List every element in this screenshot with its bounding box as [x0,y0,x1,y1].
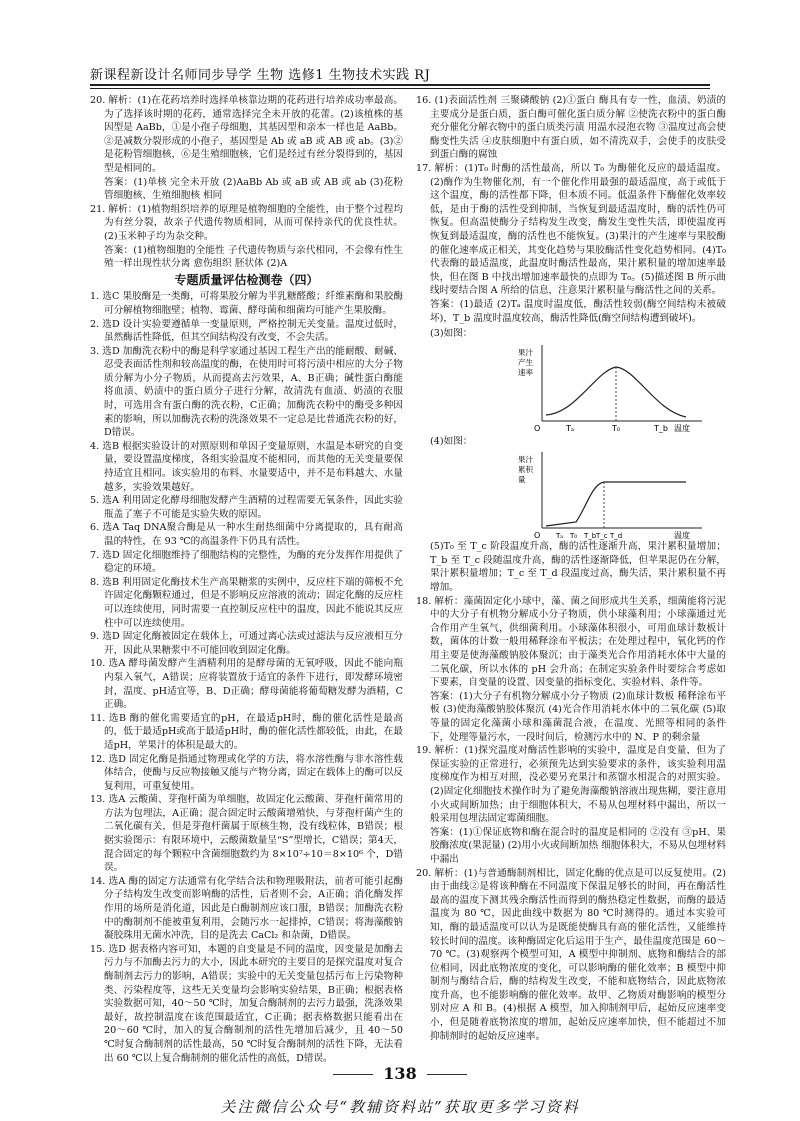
accumulation-figure [516,448,716,540]
answer-item: 7. 选D 固定化细胞维持了细胞结构的完整性，为酶的充分发挥作用提供了稳定的环境。 [90,549,403,575]
answer-18-key: 答案：(1)大分子有机物分解成小分子物质 (2)血球计数板 稀释涂布平板 (3)使海藻酸钠胶体聚沉 (4)光合作用消耗水体中的二氧化碳 (5)取等量的固定化藻菌小球和藻菌混合液，在温度、光照等相同的条件下，处理等量污水，一段时间后，检测污水中的 N、P 的剩余量 [430,690,726,743]
footer-promo: 关注微信公众号“教辅资料站”获取更多学习资料 [220,1098,580,1116]
y-label-3: 速率 [518,367,533,377]
answer-item: 10. 选A 酵母菌发酵产生酒精利用的是酵母菌的无氧呼吸，因此不能向瓶内泵入氧气，A错误；应将装置放于适宜的条件下进行，即发酵环境密封，温度、pH适宜等，B、D正确；酵母菌能将葡萄糖发酵为酒精，C正确。 [90,658,403,711]
header-rule [90,88,710,89]
answer-19-key: 答案：(1)①保证底物和酶在混合时的温度是相同的 ②没有 ③pH、果胶酶浓度(果泥量) (2)用小火或间断加热 细胞体积大，不易从包埋材料中漏出 [430,826,726,865]
answer-item: 3. 选D 加酶洗衣粉中的酶是科学家通过基因工程生产出的能耐酸、耐碱、忍受表面活性剂和较高温度的酶，在使用时可将污渍中相应的大分子物质分解为小分子物质，从而提高去污效果，A、B正确；碱性蛋白酶能将血渍、奶渍中的蛋白质分子进行分解，故清洗有血渍、奶渍的衣服时，可选用含有蛋白酶的洗衣粉，C正确；加酶洗衣粉中的酶受多种因素的影响，所以加酶洗衣粉的洗涤效果不一定总是比普通洗衣粉的好，D错误。 [90,345,403,439]
answer-item: 13. 选A 云酸菌、芽孢杆菌为单细胞，故固定化云酸菌、芽孢杆菌常用的方法为包埋法，A正确；混合固定时云酸菌增殖快，与芽孢杆菌产生的二氧化碳有关，但是芽孢杆菌属于原核生物，没有线粒体，B错误；根据实验图示：有限环境中，云酸菌数量呈“S”型增长，C错误；第4天，混合固定的每个颗粒中含菌细胞数约为 8×10⁷÷10＝8×10⁶ 个，D错误。 [90,794,403,874]
answer-16: 16. (1)表面活性剂 三聚磷酸钠 (2)①蛋白 酶具有专一性，血渍、奶渍的主要成分是蛋白质，蛋白酶可催化蛋白质分解 ②使洗衣粉中的蛋白酶充分催化分解衣物中的蛋白质类污渍 用温水浸泡衣物 ③温度过高会使酶变性失活 ④皮肤细胞中有蛋白质，如不清洗双手，会使手的皮肤受到蛋白酶的腐蚀 [416,95,726,161]
tick-tb: T_b [654,423,668,433]
answer-17-key: 答案：(1)最适 (2)Tₐ 温度时温度低，酶活性较弱(酶空间结构未被破坏)，T_b 温度时温度较高，酶活性降低(酶空间结构遭到破坏)。 [430,298,726,324]
tick2-ta: Tₐ [556,532,564,541]
answer-21-key: 答案：(1)植物细胞的全能性 子代遗传物质与亲代相同，不会像有性生殖一样出现性状分离 愈伤组织 胚状体 (2)A [104,244,403,270]
answer-item: 4. 选B 根据实验设计的对照原则和单因子变量原则，水温是本研究的自变量，要设置温度梯度，各组实验温度不能相同，而其他的无关变量要保持适宜且相同。该实验用的布料、水量要适中，并不是布料越大、水量越多，实验效果越好。 [90,440,403,493]
rate-curve-figure [516,341,716,433]
tick2-tc: T_c [596,532,608,541]
x-label: 温度 [674,423,690,433]
figure-4-caption: (4)如图： [430,435,473,447]
tick2-t0: T₀ [570,532,578,541]
answer-17-part5: (5)T₀ 至 T_c 阶段温度升高，酶的活性逐渐升高，果汁累积量增加；T_b 至 T_c 段随温度升高，酶的活性逐渐降低，但苹果泥仍在分解，果汁累积量增加；T_c 至 T_d 段温度过高，酶失活，果汁累积量不再增加。 [430,541,726,594]
tick2-tb: T_b [584,532,597,541]
answer-21-analysis: 21. 解析：(1)植物组织培养的原理是植物细胞的全能性，由于整个过程均为有丝分裂，故亲子代遗传物质相同，从而可保持亲代的优良性状。(2)玉米种子均为杂交种。 [90,203,403,242]
y2-label-2: 累积 [518,465,533,475]
running-header [90,64,710,86]
header-title: 新课程新设计名师同步导学 生物 选修1 生物技术实践 RJ [90,68,431,83]
answer-item: 12. 选D 固定化酶是指通过物理或化学的方法，将水溶性酶与非水溶性载体结合，使酶与反应物接触又能与产物分离，固定在载体上的酶可以反复利用，可重复使用。 [90,753,403,792]
tick2-origin: O [534,531,541,541]
answer-20-key: 答案：(1)单核 完全未开放 (2)AaBb Ab 或 aB 或 AB 或 ab (3)花粉管细胞核、生殖细胞核 相同 [104,176,403,202]
x2-label: 温度 [674,531,690,541]
answer-19-analysis: 19. 解析：(1)探究温度对酶活性影响的实验中，温度是自变量，但为了保证实验的正常进行，必须预先达到实验要求的条件，该实验利用温度梯度作为相互对照，没必要另充果汁和蒸馏水相混合的对照实验。(2)固定化细胞技术操作时为了避免海藻酸钠溶液出现焦糊，要注意用小火或间断加热；由于细胞体积大，不易从包埋材料中漏出，所以一般采用包埋法固定霉菌细胞。 [416,745,726,825]
answer-item: 2. 选D 设计实验要遵循单一变量原则，严格控制无关变量。温度过低时，虽然酶活性降低，但其空间结构没有改变，不会失活。 [90,318,403,344]
figure-3-caption: (3)如图： [430,328,473,340]
answer-item: 5. 选A 利用固定化酵母细胞发酵产生酒精的过程需要无氧条件，因此实验瓶盖了塞子不可能是实验失败的原因。 [90,495,403,520]
tick2-td: T_d [610,532,623,541]
y2-label-3: 量 [518,475,526,485]
answer-item: 6. 选A Taq DNA聚合酶是从一种水生耐热细菌中分离提取的，具有耐高温的特性，在 93 ℃的高温条件下仍具有活性。 [90,522,403,547]
answer-item: 15. 选D 据表格内容可知，本题的自变量是不同的温度，因变量是加酶去污力与不加酶去污力的大小，因此本研究的主要目的是探究温度对复合酶制剂去污力的影响，A错误；实验中的无关变量包括污布上污染物种类、污染程度等，这些无关变量均会影响实验结果，B正确；根据表格实验数据可知，40～50 ℃时，加复合酶制剂的去污力最强，洗涤效果最好，故控制温度在该范围最适宜，C正确；据表格数据只能看出在 20～60 ℃时，加入的复合酶制剂的活性先增加后减少，且 40～50 ℃时复合酶制剂的活性最高，50 ℃时复合酶制剂的活性下降，无法看出 60 ℃以上复合酶制剂的催化活性的高低，D错误。 [90,943,403,1064]
y-label-1: 果汁 [518,347,533,357]
answer-20-analysis: 20. 解析：(1)在花药培养时选择单核靠边期的花药进行培养成功率最高。为了选择该时期的花药，通常选择完全未开放的花蕾。(2)该植株的基因型是 AaBb，①是小孢子母细胞，其基因型和亲本一样也是 AaBb。②是减数分裂形成的小孢子，基因型是 Ab 或 aB 或 AB 或 ab。(3)②是花粉管细胞核，⑥是生殖细胞核，它们是经过有丝分裂得到的，基因型是相同的。 [90,95,403,174]
page-number: 138 [0,1064,800,1083]
tick-origin: O [534,423,541,433]
tick-t0: T₀ [612,423,621,433]
accumulation-curve [546,482,686,526]
answer-18-analysis: 18. 解析：藻菌固定化小球中，藻、菌之间形成共生关系，细菌能将污泥中的大分子有机物分解成小分子物质，供小球藻利用；小球藻通过光合作用产生氧气，供细菌利用。小球藻体积很小，可用血球计数板计数，菌体的计数一般用稀释涂布平板法；在处理过程中，氧化钙的作用主要是使海藻酸钠胶体聚沉；由于藻类光合作用消耗水体中大量的二氧化碳，所以水体的 pH 会升高；在制定实验条件时要综合考虑如下要素，自变量的设置、因变量的指标变化、实验材料、条件等。 [416,595,726,689]
right-column [416,94,726,1043]
y2-label-1: 果汁 [518,455,533,465]
answer-item: 1. 选C 果胶酶是一类酶，可将果胶分解为半乳糖醛酸；纤维素酶和果胶酶可分解植物细胞壁；植物、霉菌、酵母菌和细菌均可能产生果胶酶。 [90,291,403,316]
section-title: 专题质量评估检测卷（四） [174,272,319,287]
answer-item: 8. 选B 利用固定化酶技术生产高果糖浆的实例中，反应柱下端的筛板不允许固定化酶颗粒通过，但是不影响反应溶液的流动；固定化酶的反应柱可以连续使用，同时需要一直控制反应柱中的温度，因此不能说其反应柱中可以连续使用。 [90,576,403,629]
answer-item: 11. 选B 酶的催化需要适宜的pH，在最适pH时，酶的催化活性是最高的，低于最适pH或高于最适pH时，酶的催化活性都较低，由此，在最适pH，苹果汁的体积是最大的。 [90,712,403,751]
answer-item: 9. 选D 固定化酶被固定在载体上，可通过离心法或过滤法与反应液相互分开，因此从果糖浆中不可能回收到固定化酶。 [90,631,403,656]
tick-ta: Tₐ [566,423,575,433]
answer-17-analysis: 17. 解析：(1)T₀ 时酶的活性最高，所以 T₀ 为酶催化反应的最适温度。(2)酶作为生物催化剂，有一个催化作用最强的最适温度，高于或低于这个温度，酶的活性都下降，但本质不同。低温条件下酶催化效率较低，是由于酶的活性受到抑制，当恢复到最适温度时，酶的活性仍可恢复。但高温使酶分子结构发生改变，酶发生变性失活，即使温度再恢复到最适温度，酶的活性也不能恢复。(3)果汁的产生速率与果胶酶的催化速率成正相关，其变化趋势与果胶酶活性变化趋势相同。(4)T₀ 代表酶的最适温度，此温度时酶活性最高，果汁累积量的增加速率最快，但在图 B 中找出增加速率最快的点即为 T₀。(5)描述图 B 所示曲线时要结合图 A 所给的信息，注意果汁累积量与酶活性之间的关系。 [416,162,726,297]
y-label-2: 产生 [518,357,533,367]
answer-item: 14. 选A 酶的固定方法通常有化学结合法和物理吸附法，前者可能引起酶分子结构发生改变而影响酶的活性，后者则不会，A正确；消化酶发挥作用的场所是消化道，因此是白酶制剂应该口服，B错误；加酶洗衣粉中的酶制剂不能被重复利用，会随污水一起排掉，C错误；将海藻酸钠凝胶珠用无菌水冲洗，目的是洗去 CaCl₂ 和杂菌，D错误。 [90,875,403,942]
left-column [90,94,403,1065]
answer-20r-analysis: 20. 解析：(1)与普通酶制剂相比，固定化酶的优点是可以反复使用。(2)由于曲线②是将该种酶在不同温度下保温足够长的时间，再在酶活性最高的温度下测其残余酶活性而得到的酶热稳定性数据，而酶的最适温度为 80 ℃，因此曲线中数据为 80 ℃时测得的。通过本实验可知，酶的最适温度可以认为是既能使酶具有高的催化活性，又能维持较长时间的温度。该种酶固定化后运用于生产，最佳温度范围是 60～70 ℃。(3)观察两个模型可知，A 模型中抑制剂、底物和酶结合的部位相同，因此底物浓度的变化，可以影响酶的催化效率；B 模型中抑制剂与酶结合后，酶的结构发生改变，不能和底物结合，因此底物浓度升高，也不能影响酶的催化效率。故甲、乙物质对酶影响的模型分别对应 A 和 B。(4)根据 A 模型，加入抑制剂甲后，起始反应速率变小，但是随着底物浓度的增加，起始反应速率加快，但不能超过不加抑制剂时的起始反应速率。 [416,867,726,1042]
